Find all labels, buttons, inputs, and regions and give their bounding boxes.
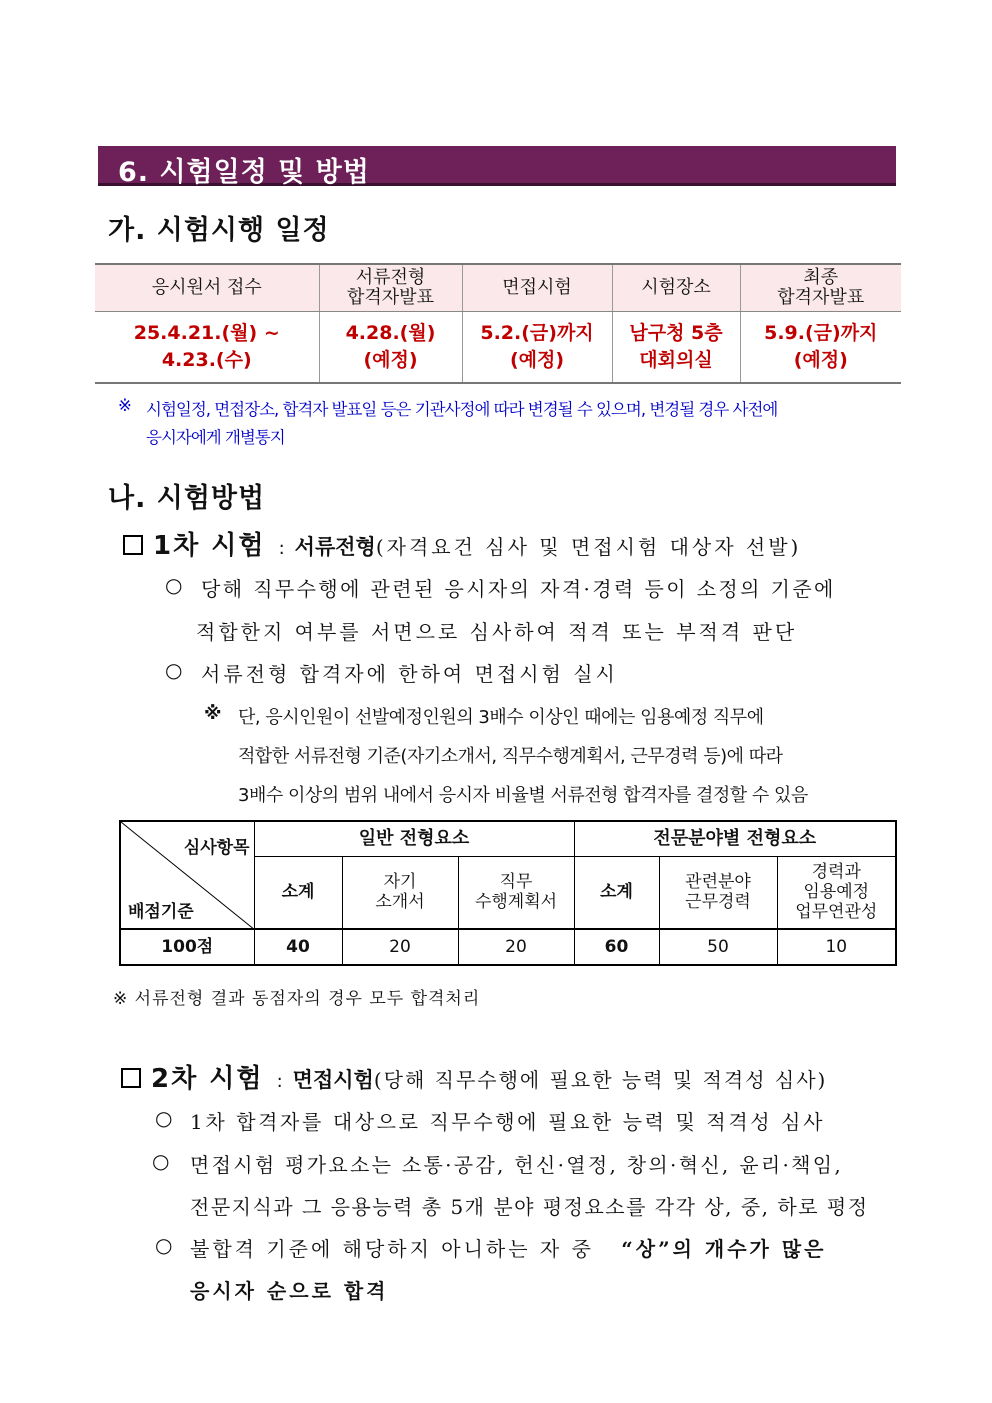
score-col-header [458,856,574,929]
score-col-header [342,856,458,929]
cell-line: 4.28.(월) [345,322,436,344]
score-value: 40 [254,929,342,965]
cell-line: 시험장소 [641,277,711,298]
score-corner-top: 심사항목 [183,838,250,858]
schedule-value-row [95,312,901,384]
second-item3-line2: 응시자 순으로 합격 [190,1279,389,1303]
cell-line: 자기 [383,872,417,893]
first-exam-heading [123,525,801,562]
cell-line: 관련분야 [685,872,751,893]
first-exam-type: 서류전형 [294,534,376,559]
schedule-header-cell [95,264,319,312]
method-heading: 나. 시험방법 [108,483,266,514]
cell-line: (예정) [363,349,418,371]
schedule-note-mark: ※ [118,396,131,415]
checkbox-icon [123,535,143,555]
cell-line: 합격자발표 [347,287,434,308]
second-item2-line1: 면접시험 평가요소는 소통·공감, 헌신·열정, 창의·혁신, 윤리·책임, [190,1153,844,1177]
second-item1: 1차 합격자를 대상으로 직무수행에 필요한 능력 및 적격성 심사 [190,1110,825,1134]
score-col-header [777,856,896,929]
bullet-icon: ○ [152,1149,171,1173]
schedule-table [95,263,901,384]
score-corner-cell [120,821,254,929]
schedule-value-cell [612,312,740,384]
score-group-general: 일반 전형요소 [254,821,574,856]
score-col-header [574,856,659,929]
cell-line: 5.2.(금)까지 [480,322,594,344]
first-subnote-line2: 적합한 서류전형 기준(자기소개서, 직무수행계획서, 근무경력 등)에 따라 [238,746,783,767]
schedule-value-cell [740,312,901,384]
second-item3-bold: “상”의 개수가 많은 [621,1237,827,1261]
cell-line: 최종 [803,267,839,288]
score-value: 10 [777,929,896,965]
bullet-icon: ○ [165,658,184,682]
score-value: 50 [659,929,777,965]
cell-line: 합격자발표 [777,287,865,308]
score-value: 60 [574,929,659,965]
cell-line: 4.23.(수) [161,349,252,371]
cell-line: 서류전형 [355,267,426,288]
schedule-value-cell [95,312,319,384]
schedule-heading: 가. 시험시행 일정 [108,215,330,246]
first-exam-desc: (자격요건 심사 및 면접시험 대상자 선발) [375,535,802,559]
first-exam-title: 1차 시험 [153,531,266,561]
cell-line: 직무 [499,872,533,893]
cell-line: 면접시험 [502,277,572,298]
first-item1-line1: 당해 직무수행에 관련된 응시자의 자격·경력 등이 소정의 기준에 [201,577,836,601]
cell-line: 업무연관성 [795,902,878,923]
score-corner-bottom: 배점기준 [128,902,194,922]
cell-line: 25.4.21.(월) ~ [133,322,280,344]
first-subnote-line1: 단, 응시인원이 선발예정인원의 3배수 이상인 때에는 임용예정 직무에 [238,707,764,728]
cell-line: 수행계획서 [474,892,558,913]
schedule-note-line2: 응시자에게 개별통지 [146,428,285,447]
cell-line: 근무경력 [685,892,751,913]
score-group-specialty: 전문분야별 전형요소 [574,821,896,856]
cell-line: (예정) [793,349,848,371]
cell-line: 응시원서 접수 [151,277,262,298]
section-title: 6. 시험일정 및 방법 [118,157,370,188]
first-item1-line2: 적합한지 여부를 서면으로 심사하여 적격 또는 부적격 판단 [196,620,798,644]
cell-line: 임용예정 [803,882,870,903]
second-item3-text: 불합격 기준에 해당하지 아니하는 자 중 [190,1237,594,1261]
second-exam-colon: : [276,1071,283,1092]
score-value: 20 [342,929,458,965]
bullet-icon: ○ [155,1233,174,1257]
score-col-header [659,856,777,929]
second-exam-heading [121,1058,827,1095]
score-note: ※ 서류전형 결과 동점자의 경우 모두 합격처리 [113,989,481,1009]
bullet-icon: ○ [155,1106,174,1130]
second-exam-desc: (당해 직무수행에 필요한 능력 및 적격성 심사) [373,1068,828,1092]
schedule-header-cell [740,264,901,312]
score-row-label: 100점 [120,929,254,965]
second-item3-line1 [190,1233,826,1262]
first-item2: 서류전형 합격자에 한하여 면접시험 실시 [201,662,618,686]
schedule-header-cell [462,264,612,312]
cell-line: 소개서 [375,892,425,913]
cell-line: 경력과 [811,862,861,883]
schedule-value-cell [462,312,612,384]
reference-mark: ※ [204,703,221,724]
score-value: 20 [458,929,574,965]
cell-line: 소계 [281,882,315,903]
cell-line: 대회의실 [639,349,713,371]
cell-line: (예정) [509,349,565,371]
first-subnote-line3: 3배수 이상의 범위 내에서 응시자 비율별 서류전형 합격자를 결정할 수 있음 [238,785,808,806]
second-item2-line2: 전문지식과 그 응용능력 총 5개 분야 평정요소를 각각 상, 중, 하로 평정 [190,1195,869,1219]
score-col-header [254,856,342,929]
schedule-note: 시험일정, 면접장소, 합격자 발표일 등은 기관사정에 따라 변경될 수 있으며, 변경될 경우 사전에 [146,400,778,419]
schedule-header-cell [612,264,740,312]
bullet-icon: ○ [165,573,184,597]
cell-line: 5.9.(금)까지 [764,322,878,344]
schedule-header-cell [319,264,462,312]
cell-line: 소계 [600,882,633,903]
score-table [119,820,897,966]
schedule-value-cell [319,312,462,384]
checkbox-icon [121,1068,141,1088]
schedule-header-row [95,264,901,312]
second-exam-type: 면접시험 [292,1067,374,1092]
cell-line: 남구청 5층 [629,322,723,344]
second-exam-title: 2차 시험 [151,1064,264,1094]
section-header-bar [98,146,896,186]
first-exam-colon: : [278,538,285,559]
